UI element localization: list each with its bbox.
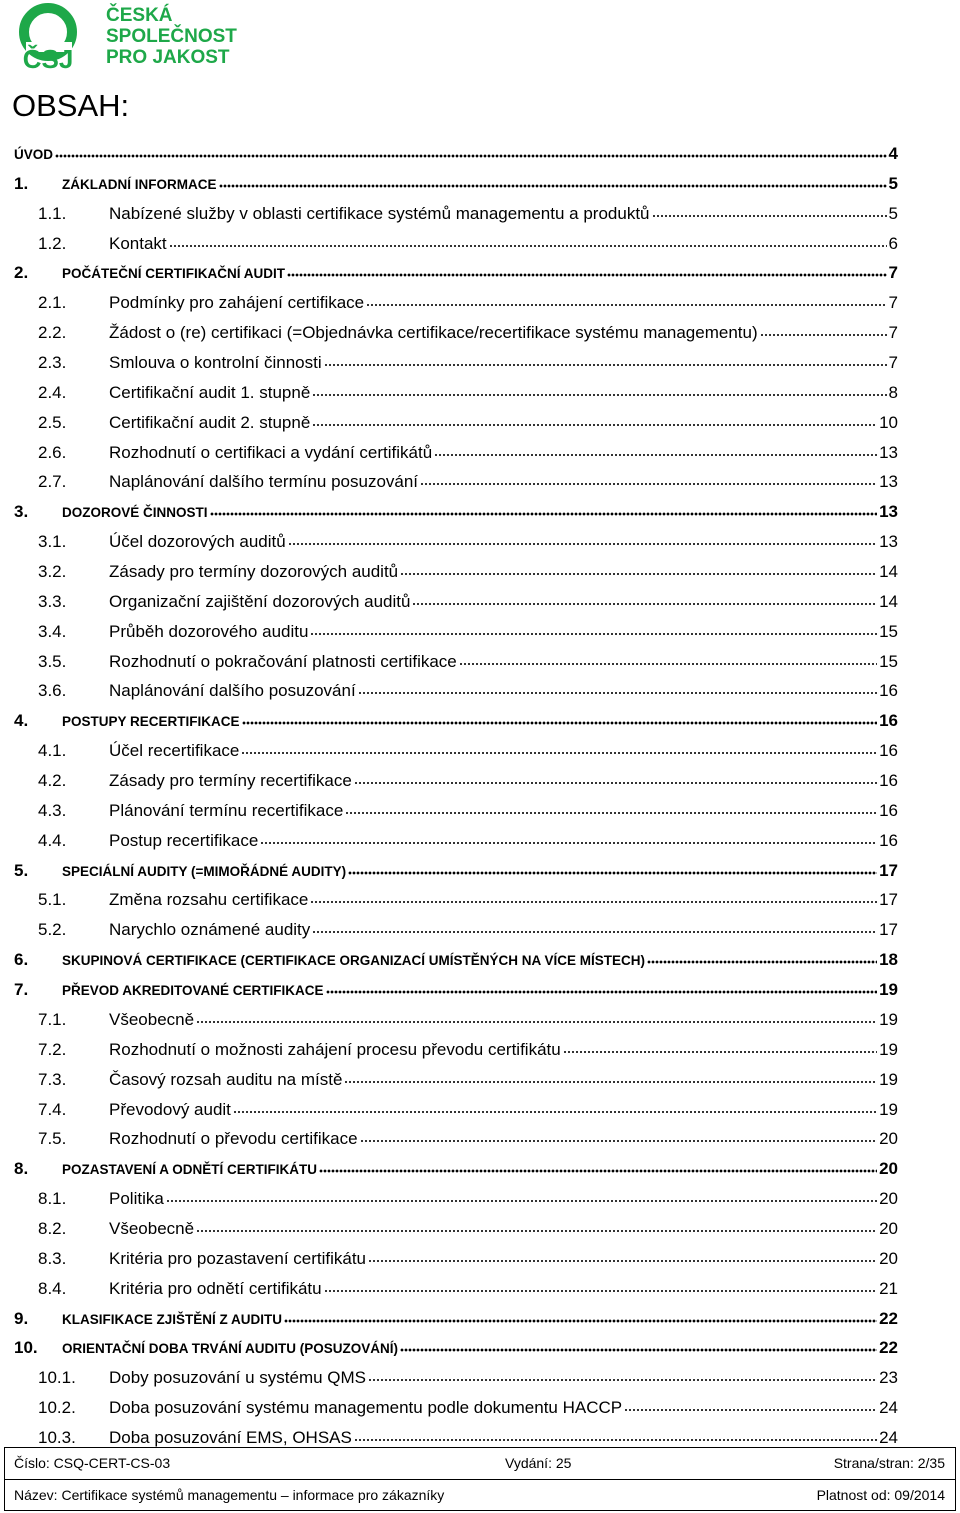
toc-entry-page: 24 (879, 1427, 898, 1447)
toc-entry-line (62, 258, 898, 289)
toc-entry-number: 10.2. (38, 1398, 76, 1418)
toc-entry-page: 20 (879, 1189, 898, 1209)
toc-entry-title[interactable]: Změna rozsahu certifikace (109, 890, 309, 910)
toc-entry-page: 16 (879, 830, 898, 850)
toc-dot-leader (760, 318, 887, 338)
toc-entry-title[interactable]: Převodový audit (109, 1099, 231, 1119)
toc-dot-leader (260, 826, 877, 846)
toc-entry-title[interactable]: Doba posuzování EMS, OHSAS (109, 1427, 352, 1447)
toc-dot-leader (647, 945, 877, 965)
toc-entry-line (109, 885, 898, 915)
toc-entry[interactable] (14, 736, 898, 766)
toc-entry[interactable] (14, 856, 898, 886)
toc-dot-leader (241, 736, 877, 756)
toc-entry-line (109, 766, 898, 796)
toc-entry-line (62, 1304, 898, 1335)
toc-entry-page: 19 (879, 1009, 898, 1029)
toc-entry-number: 8.3. (38, 1248, 67, 1268)
toc-entry[interactable] (14, 258, 898, 288)
toc-entry-number: 10.3. (38, 1427, 76, 1447)
toc-entry-title[interactable]: POSTUPY RECERTIFIKACE (62, 714, 240, 730)
toc-dot-leader (319, 1154, 877, 1174)
toc-entry-title[interactable]: PŘEVOD AKREDITOVANÉ CERTIFIKACE (62, 983, 324, 999)
logo-wordmark (106, 5, 237, 68)
toc-entry-page: 13 (879, 532, 898, 552)
toc-entry-page: 16 (879, 771, 898, 791)
toc-entry[interactable] (14, 826, 898, 856)
toc-entry-title[interactable]: Zásady pro termíny recertifikace (109, 771, 352, 791)
toc-entry-line (109, 736, 898, 766)
toc-entry-page: 15 (879, 621, 898, 641)
toc-entry-title[interactable]: POZASTAVENÍ A ODNĚTÍ CERTIFIKÁTU (62, 1162, 317, 1178)
toc-entry-number: 5. (14, 860, 29, 880)
toc-entry-line (62, 945, 898, 976)
toc-entry-page: 20 (879, 1248, 898, 1268)
toc-entry-line (109, 1184, 898, 1214)
toc-entry-line (62, 1154, 898, 1185)
toc-entry-line (109, 348, 898, 378)
toc-entry-line (109, 1274, 898, 1304)
toc-dot-leader (368, 1244, 877, 1264)
toc-dot-leader (366, 288, 886, 308)
toc-entry-title[interactable]: Smlouva o kontrolní činnosti (109, 353, 322, 373)
toc-entry-title[interactable]: Žádost o (re) certifikaci (=Objednávka certifikace/recertifikace systému managementu) (109, 323, 758, 343)
toc-entry-page: 17 (879, 920, 898, 940)
toc-entry-number: 3.3. (38, 591, 67, 611)
toc-dot-leader (169, 229, 887, 249)
toc-entry-page: 19 (879, 1039, 898, 1059)
toc-entry-line (109, 527, 898, 557)
toc-entry[interactable] (14, 1005, 898, 1035)
toc-entry[interactable] (14, 408, 898, 438)
toc-entry[interactable] (14, 1035, 898, 1065)
toc-entry-title[interactable]: Průběh dozorového auditu (109, 621, 309, 641)
toc-entry[interactable] (14, 1274, 898, 1304)
toc-entry-title[interactable]: Zásady pro termíny dozorových auditů (109, 562, 399, 582)
toc-entry-page: 19 (879, 980, 898, 1000)
toc-entry-line (62, 497, 898, 528)
toc-entry[interactable] (14, 1304, 898, 1334)
toc-entry[interactable] (14, 557, 898, 587)
toc-entry[interactable] (14, 796, 898, 826)
toc-dot-leader (368, 1363, 877, 1383)
toc-entry-number: 3.2. (38, 562, 67, 582)
toc-entry-line (109, 587, 898, 617)
toc-entry-page: 19 (879, 1069, 898, 1089)
toc-entry-page: 19 (879, 1099, 898, 1119)
toc-entry-page: 13 (879, 472, 898, 492)
toc-entry-title[interactable]: Organizační zajištění dozorových auditů (109, 591, 411, 611)
toc-entry-line (62, 706, 898, 737)
toc-dot-leader (312, 378, 886, 398)
toc-entry[interactable] (14, 885, 898, 915)
toc-entry-number: 1. (14, 173, 29, 193)
toc-entry-number: 2.1. (38, 293, 67, 313)
toc-entry-line (109, 557, 898, 587)
toc-dot-leader (312, 915, 877, 935)
toc-dot-leader (624, 1393, 877, 1413)
toc-entry-page: 23 (879, 1368, 898, 1388)
toc-entry-title[interactable]: ORIENTAČNÍ DOBA TRVÁNÍ AUDITU (POSUZOVÁNÍ) (62, 1341, 398, 1357)
toc-entry-number: 4.4. (38, 830, 67, 850)
toc-dot-leader (196, 1214, 877, 1234)
valid-from: Platnost od: 09/2014 (816, 1487, 945, 1503)
toc-dot-leader (354, 1423, 877, 1443)
document-number: Číslo: CSQ-CERT-CS-03 (14, 1455, 171, 1471)
toc-entry-line (109, 1065, 898, 1095)
toc-entry-title[interactable]: Narychlo oznámené audity (109, 920, 311, 940)
toc-entry[interactable] (14, 1124, 898, 1154)
company-logo (10, 2, 250, 72)
toc-entry-title[interactable]: Kritéria pro pozastavení certifikátu (109, 1248, 367, 1268)
toc-dot-leader (358, 676, 877, 696)
toc-dot-leader (360, 1124, 878, 1144)
toc-dot-leader (210, 497, 878, 517)
toc-entry-number: 7.2. (38, 1039, 67, 1059)
toc-entry-title[interactable]: Účel recertifikace (109, 741, 240, 761)
toc-entry-number: 7.4. (38, 1099, 67, 1119)
toc-entry-number: 10. (14, 1338, 38, 1358)
toc-entry-line (109, 438, 898, 468)
toc-entry-title[interactable]: SKUPINOVÁ CERTIFIKACE (CERTIFIKACE ORGANIZACÍ UMÍSTĚNÝCH NA VÍCE MÍSTECH) (62, 953, 646, 969)
toc-dot-leader (166, 1184, 877, 1204)
toc-entry-page: 20 (879, 1159, 898, 1179)
document-title: Název: Certifikace systémů managementu – informace pro zákazníky (14, 1487, 445, 1503)
toc-entry-number: 1.1. (38, 203, 67, 223)
toc-entry-line (14, 139, 898, 170)
toc-entry-number: 3. (14, 502, 29, 522)
toc-dot-leader (434, 438, 877, 458)
toc-dot-leader (344, 1065, 877, 1085)
toc-entry-line (62, 1333, 898, 1364)
toc-entry-number: 2.3. (38, 353, 67, 373)
toc-dot-leader (288, 527, 877, 547)
toc-entry[interactable] (14, 229, 898, 259)
toc-entry-line (109, 288, 898, 318)
toc-entry-title[interactable]: Rozhodnutí o možnosti zahájení procesu převodu certifikátu (109, 1039, 561, 1059)
toc-entry[interactable] (14, 1184, 898, 1214)
edition: Vydání: 25 (505, 1455, 572, 1471)
toc-dot-leader (310, 617, 877, 637)
document-footer (4, 1447, 956, 1511)
toc-entry[interactable] (14, 975, 898, 1005)
logo-line-1: ČESKÁ (106, 5, 173, 26)
toc-entry[interactable] (14, 169, 898, 199)
toc-entry-line (62, 856, 898, 887)
toc-entry[interactable] (14, 318, 898, 348)
toc-entry-line (109, 676, 898, 706)
toc-entry[interactable] (14, 139, 898, 169)
toc-entry-title[interactable]: Plánování termínu recertifikace (109, 800, 344, 820)
toc-entry[interactable] (14, 527, 898, 557)
toc-entry-line (109, 199, 898, 229)
toc-entry-number: 5.2. (38, 920, 67, 940)
toc-dot-leader (242, 706, 878, 726)
toc-entry[interactable] (14, 1095, 898, 1125)
toc-dot-leader (233, 1095, 877, 1115)
toc-entry-line (62, 169, 898, 200)
toc-entry-page: 22 (879, 1338, 898, 1358)
toc-entry-number: 2. (14, 263, 29, 283)
toc-entry-line (109, 378, 898, 408)
toc-dot-leader (420, 467, 877, 487)
toc-entry-title[interactable]: KLASIFIKACE ZJIŠTĚNÍ Z AUDITU (62, 1311, 283, 1327)
toc-entry-page: 20 (879, 1129, 898, 1149)
toc-entry-number: 3.1. (38, 532, 67, 552)
footer-row-1 (5, 1448, 955, 1480)
toc-entry-page: 5 (888, 173, 898, 193)
toc-entry-number: 3.4. (38, 621, 67, 641)
toc-entry-title[interactable]: Doby posuzování u systému QMS (109, 1368, 367, 1388)
toc-entry-page: 7 (888, 263, 898, 283)
toc-entry-title[interactable]: Kontakt (109, 233, 167, 253)
toc-entry-number: 4. (14, 711, 29, 731)
toc-entry-line (109, 1244, 898, 1274)
toc-entry-page: 7 (888, 293, 898, 313)
toc-entry-number: 8.2. (38, 1218, 67, 1238)
toc-entry-line (109, 915, 898, 945)
toc-entry-number: 2.5. (38, 412, 67, 432)
toc-entry-page: 6 (888, 233, 898, 253)
toc-dot-leader (284, 1304, 877, 1324)
logo-line-2: SPOLEČNOST (106, 26, 237, 47)
toc-entry-page: 21 (879, 1278, 898, 1298)
toc-entry-title[interactable]: Doba posuzování systému managementu podle dokumentu HACCP (109, 1398, 623, 1418)
toc-entry[interactable] (14, 348, 898, 378)
toc-entry[interactable] (14, 766, 898, 796)
toc-entry-number: 2.7. (38, 472, 67, 492)
toc-entry-title[interactable]: Podmínky pro zahájení certifikace (109, 293, 365, 313)
toc-entry-page: 7 (888, 323, 898, 343)
toc-entry-page: 7 (888, 353, 898, 373)
toc-entry-title[interactable]: Rozhodnutí o certifikaci a vydání certifikátů (109, 442, 433, 462)
toc-entry-number: 7.1. (38, 1009, 67, 1029)
toc-entry[interactable] (14, 706, 898, 736)
toc-dot-leader (400, 1333, 877, 1353)
toc-entry-number: 2.2. (38, 323, 67, 343)
toc-entry-page: 18 (879, 950, 898, 970)
toc-entry-title[interactable]: POČÁTEČNÍ CERTIFIKAČNÍ AUDIT (62, 266, 285, 282)
toc-entry-title[interactable]: Politika (109, 1189, 164, 1209)
toc-entry-line (109, 1035, 898, 1065)
toc-entry-title[interactable]: DOZOROVÉ ČINNOSTI (62, 505, 208, 521)
toc-entry-line (109, 1005, 898, 1035)
toc-entry[interactable] (14, 288, 898, 318)
toc-entry-line (109, 408, 898, 438)
toc-entry-number: 3.6. (38, 681, 67, 701)
table-of-contents (14, 139, 898, 1453)
toc-entry-number: 2.4. (38, 382, 67, 402)
toc-dot-leader (287, 258, 887, 278)
toc-entry-line (109, 1124, 898, 1154)
csj-logo-icon (10, 2, 102, 72)
toc-entry-number: 6. (14, 950, 29, 970)
toc-entry-line (109, 467, 898, 497)
toc-entry-page: 16 (879, 681, 898, 701)
toc-entry-title[interactable]: Všeobecně (109, 1218, 195, 1238)
toc-entry[interactable] (14, 497, 898, 527)
toc-entry-number: 1.2. (38, 233, 67, 253)
toc-dot-leader (312, 408, 877, 428)
toc-dot-leader (196, 1005, 877, 1025)
toc-entry[interactable] (14, 199, 898, 229)
toc-entry-page: 13 (879, 502, 898, 522)
toc-entry[interactable] (14, 467, 898, 497)
toc-dot-leader (354, 766, 877, 786)
toc-entry[interactable] (14, 438, 898, 468)
toc-entry-page: 4 (888, 144, 898, 163)
toc-entry-page: 16 (879, 800, 898, 820)
toc-entry-page: 22 (879, 1308, 898, 1328)
toc-entry-number: 3.5. (38, 651, 67, 671)
page-title: OBSAH: (12, 88, 130, 123)
logo-line-3: PRO JAKOST (106, 47, 230, 68)
footer-row-2 (5, 1480, 955, 1511)
toc-entry-title[interactable]: Naplánování dalšího termínu posuzování (109, 472, 419, 492)
toc-entry-line (109, 1095, 898, 1125)
toc-dot-leader (348, 856, 877, 876)
toc-entry-number: 8.1. (38, 1189, 67, 1209)
toc-entry-title[interactable]: SPECIÁLNÍ AUDITY (=MIMOŘÁDNÉ AUDITY) (62, 863, 347, 879)
toc-entry-page: 10 (879, 412, 898, 432)
toc-dot-leader (652, 199, 887, 219)
toc-entry-line (109, 1393, 898, 1423)
toc-entry-line (109, 796, 898, 826)
toc-dot-leader (459, 647, 877, 667)
toc-entry-number: 4.3. (38, 800, 67, 820)
toc-entry-line (109, 229, 898, 259)
toc-entry[interactable] (14, 617, 898, 647)
toc-entry-line (62, 975, 898, 1006)
toc-entry-title[interactable]: Účel dozorových auditů (109, 532, 286, 552)
toc-entry[interactable] (14, 915, 898, 945)
toc-entry-number: 7.5. (38, 1129, 67, 1149)
toc-dot-leader (55, 139, 887, 159)
toc-entry[interactable] (14, 587, 898, 617)
toc-entry-line (109, 617, 898, 647)
toc-entry-page: 14 (879, 591, 898, 611)
toc-entry-line (109, 647, 898, 677)
toc-entry-page: 5 (888, 203, 898, 223)
toc-dot-leader (345, 796, 877, 816)
toc-entry-title[interactable]: Kritéria pro odnětí certifikátu (109, 1278, 322, 1298)
toc-dot-leader (324, 1274, 877, 1294)
toc-entry-number: 9. (14, 1308, 29, 1328)
toc-entry[interactable] (14, 1333, 898, 1363)
toc-entry-page: 13 (879, 442, 898, 462)
toc-entry-title[interactable]: Časový rozsah auditu na místě (109, 1069, 343, 1089)
page-count: Strana/stran: 2/35 (833, 1455, 945, 1471)
toc-dot-leader (310, 885, 877, 905)
toc-entry-title[interactable]: Nabízené služby v oblasti certifikace systémů managementu a produktů (109, 203, 650, 223)
toc-dot-leader (326, 975, 878, 995)
toc-entry[interactable] (14, 945, 898, 975)
toc-entry-number: 10.1. (38, 1368, 76, 1388)
toc-entry-title[interactable]: Všeobecně (109, 1009, 195, 1029)
toc-entry-title[interactable]: Postup recertifikace (109, 830, 259, 850)
toc-entry[interactable] (14, 1214, 898, 1244)
toc-dot-leader (563, 1035, 877, 1055)
toc-entry[interactable] (14, 676, 898, 706)
toc-entry-line (109, 318, 898, 348)
toc-dot-leader (219, 169, 887, 189)
toc-entry-title[interactable]: ZÁKLADNÍ INFORMACE (62, 176, 217, 192)
logo-monogram: ČSJ (22, 44, 74, 72)
toc-entry-page: 24 (879, 1398, 898, 1418)
toc-entry-page: 15 (879, 651, 898, 671)
toc-entry-title[interactable]: ÚVOD (14, 147, 54, 162)
toc-entry-number: 7. (14, 980, 29, 1000)
toc-entry[interactable] (14, 1363, 898, 1393)
toc-entry-line (109, 1363, 898, 1393)
toc-entry-page: 16 (879, 711, 898, 731)
toc-entry-title[interactable]: Rozhodnutí o převodu certifikace (109, 1129, 358, 1149)
toc-entry[interactable] (14, 647, 898, 677)
toc-entry-number: 8.4. (38, 1278, 67, 1298)
toc-dot-leader (324, 348, 887, 368)
toc-entry-number: 7.3. (38, 1069, 67, 1089)
toc-entry-page: 17 (879, 890, 898, 910)
toc-entry[interactable] (14, 1065, 898, 1095)
toc-entry-line (109, 826, 898, 856)
toc-entry-page: 14 (879, 562, 898, 582)
toc-entry-line (109, 1214, 898, 1244)
toc-entry-number: 4.1. (38, 741, 67, 761)
toc-entry-title[interactable]: Rozhodnutí o pokračování platnosti certifikace (109, 651, 457, 671)
toc-entry-number: 2.6. (38, 442, 67, 462)
toc-entry[interactable] (14, 378, 898, 408)
toc-dot-leader (412, 587, 877, 607)
toc-entry-title[interactable]: Certifikační audit 1. stupně (109, 382, 311, 402)
toc-entry[interactable] (14, 1393, 898, 1423)
toc-entry[interactable] (14, 1244, 898, 1274)
toc-entry-number: 8. (14, 1159, 29, 1179)
toc-dot-leader (400, 557, 877, 577)
toc-entry[interactable] (14, 1154, 898, 1184)
toc-entry-page: 17 (879, 860, 898, 880)
toc-entry-title[interactable]: Certifikační audit 2. stupně (109, 412, 311, 432)
toc-entry-page: 8 (888, 382, 898, 402)
toc-entry-page: 16 (879, 741, 898, 761)
toc-entry-number: 4.2. (38, 771, 67, 791)
toc-entry-number: 5.1. (38, 890, 67, 910)
toc-entry-title[interactable]: Naplánování dalšího posuzování (109, 681, 356, 701)
toc-entry-page: 20 (879, 1218, 898, 1238)
